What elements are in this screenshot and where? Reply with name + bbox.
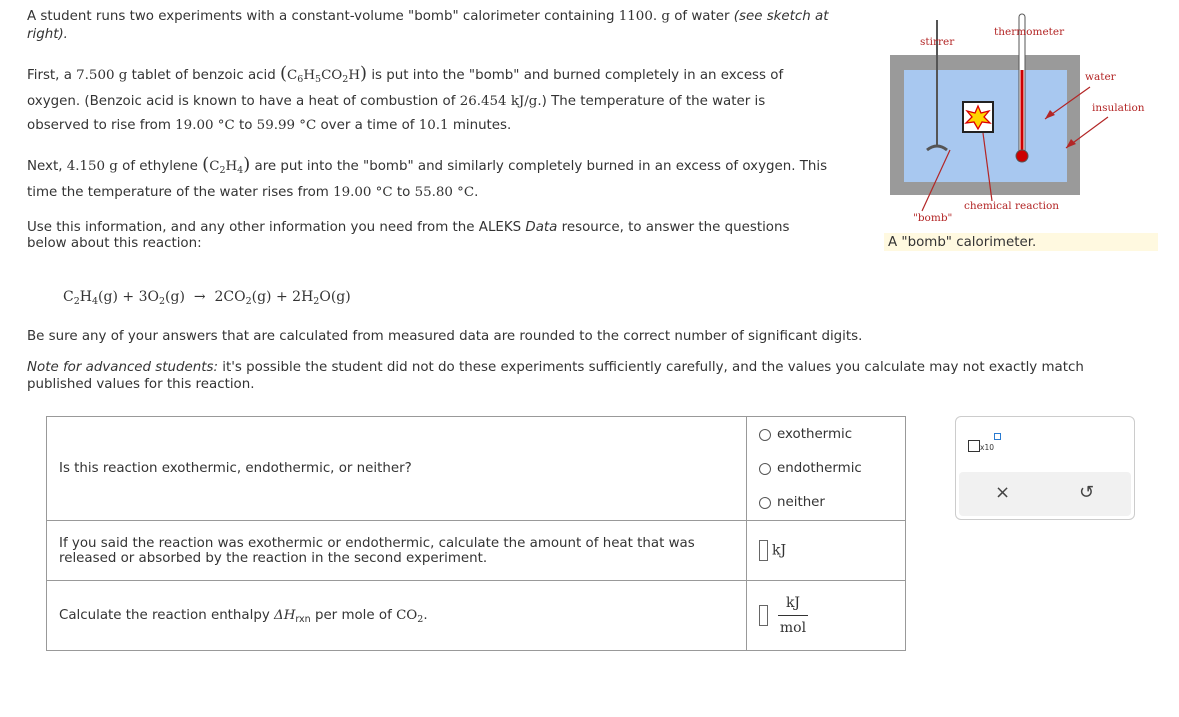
base-box-icon — [968, 440, 980, 452]
tool-button-bar — [959, 472, 1131, 516]
stirrer-label: stirrer — [920, 36, 955, 48]
question-1-text: Is this reaction exothermic, endothermic, or neither? — [47, 417, 747, 521]
use-line-2: below about this reaction: — [27, 236, 202, 251]
thermometer-label: thermometer — [994, 26, 1065, 38]
enthalpy-unit-fraction: kJ mol — [779, 595, 807, 636]
first-line-2: oxygen. (Benzoic acid is known to have a heat of combustion of 26.454 kJ/g.) The temperature of the water is — [27, 94, 766, 109]
enthalpy-answer-input[interactable] — [759, 605, 768, 626]
clear-button[interactable]: × — [995, 482, 1011, 503]
water-label: water — [1085, 71, 1116, 83]
ethylene-formula: $(C_2H_4)$ — [202, 154, 251, 176]
radio-exothermic[interactable] — [759, 429, 771, 441]
delta-h-rxn: $\Delta H_{rxn}$ — [274, 608, 311, 625]
option-exothermic[interactable]: exothermic — [759, 418, 893, 452]
radio-endothermic[interactable] — [759, 463, 771, 475]
exponent-box-icon — [994, 433, 1001, 440]
question-1-answers — [747, 417, 906, 521]
advanced-note-line-2: published values for this reaction. — [27, 377, 255, 392]
heat-answer-input[interactable] — [759, 540, 768, 561]
sigfig-note: Be sure any of your answers that are calculated from measured data are rounded to the correct number of significant digits. — [27, 329, 863, 344]
bomb-calorimeter-diagram — [880, 0, 1179, 260]
use-line-1: Use this information, and any other information you need from the ALEKS Data resource, to answer the questions — [27, 220, 790, 235]
chemical-reaction-label: chemical reaction — [964, 200, 1060, 212]
benzoic-acid-formula: $(C_6H_5CO_2H)$ — [280, 63, 368, 85]
option-endothermic[interactable]: endothermic — [759, 452, 893, 486]
co2-formula: $CO_2$ — [396, 608, 424, 625]
question-table — [46, 416, 906, 651]
first-line-1: First, a 7.500 g tablet of benzoic acid $(C_6H_5CO_2H)$ is put into the "bomb" and burned completely in an excess of — [27, 63, 784, 85]
next-line-2: time the temperature of the water rises from 19.00 °C to 55.80 °C. — [27, 185, 479, 200]
intro-line-2: right). — [27, 27, 68, 42]
reactant-oxygen: $O_2$ — [147, 289, 166, 307]
radio-neither[interactable] — [759, 497, 771, 509]
answer-tools-panel — [955, 416, 1135, 520]
question-3-answer — [747, 581, 906, 651]
undo-button[interactable]: ↺ — [1079, 482, 1095, 503]
intro-line-1: A student runs two experiments with a constant-volume "bomb" calorimeter containing 1100. g of water (see sketch at — [27, 9, 829, 24]
question-row-3 — [47, 581, 906, 651]
question-3-text: Calculate the reaction enthalpy $\Delta H_{rxn}$ per mole of $CO_2$. — [47, 581, 747, 651]
diagram-caption: A "bomb" calorimeter. — [888, 235, 1037, 250]
heat-unit: kJ — [772, 542, 787, 559]
bomb-label: "bomb" — [913, 212, 953, 224]
next-line-1: Next, 4.150 g of ethylene $(C_2H_4)$ are put into the "bomb" and similarly completely burned in an excess of oxygen. This — [27, 154, 828, 176]
option-neither[interactable]: neither — [759, 486, 893, 520]
insulation-label: insulation — [1092, 102, 1145, 114]
question-2-answer — [747, 521, 906, 581]
product-water: $H_2O$ — [301, 289, 331, 307]
question-2-text: If you said the reaction was exothermic or endothermic, calculate the amount of heat that was released or absorbed by the reaction in the second experiment. — [47, 521, 747, 581]
product-co2: $CO_2$ — [223, 289, 252, 307]
reactant-ethylene: $C_2H_4$ — [63, 289, 99, 307]
question-row-1 — [47, 417, 906, 521]
reaction-arrow: → — [193, 289, 206, 305]
question-row-2 — [47, 521, 906, 581]
first-line-3: observed to rise from 19.00 °C to 59.99 °C over a time of 10.1 minutes. — [27, 118, 512, 133]
reaction-equation: $C_2H_4(g) + 3O_2(g) \to 2CO_2(g) + 2H_2O(g)$ — [63, 289, 351, 307]
scientific-notation-button[interactable]: x10 — [968, 437, 1001, 452]
thermometer-bulb — [1016, 150, 1028, 162]
advanced-note-line-1: Note for advanced students: it's possible the student did not do these experiments sufficiently carefully, and the values you calculate may not exactly match — [27, 360, 1084, 375]
